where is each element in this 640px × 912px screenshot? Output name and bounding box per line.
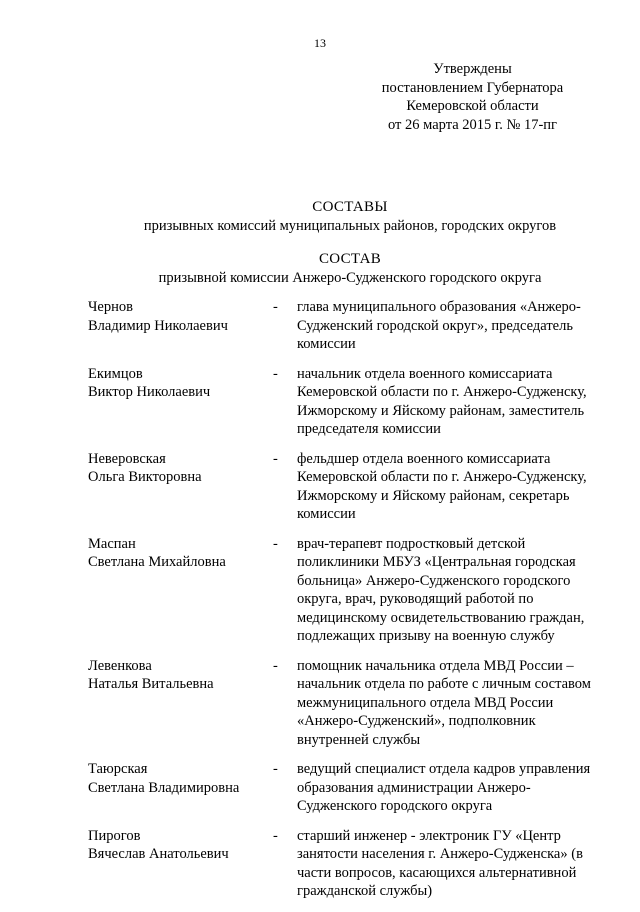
member-given-name: Светлана Владимировна [88, 779, 240, 796]
dash-separator: - [273, 535, 278, 552]
approval-line: постановлением Губернатора [381, 79, 564, 96]
dash-separator: - [273, 299, 278, 315]
section-heading: СОСТАВ [318, 251, 382, 267]
member-name [88, 450, 273, 524]
member-list [88, 298, 608, 912]
list-item [88, 535, 608, 646]
member-given-name: Ольга Викторовна [88, 469, 202, 485]
member-name [88, 657, 273, 750]
member-role: фельдшер отдела военного комиссариата Кемеровской области по г. Анжеро-Судженску, Ижморскому и Яйскому районам, секретарь комиссии [297, 450, 587, 522]
list-item [88, 760, 608, 816]
member-given-name: Владимир Николаевич [88, 317, 228, 334]
member-role: помощник начальника отдела МВД России – начальник отдела по работе с личным составом межмуниципального отдела МВД России «Анжеро-Судженский», подполковник внутренней службы [297, 657, 591, 748]
member-role: начальник отдела военного комиссариата Кемеровской области по г. Анжеро-Судженску, Ижморскому и Яйскому районам, заместитель председателя комиссии [297, 365, 587, 437]
member-name [88, 760, 273, 816]
dash-separator: - [273, 761, 278, 777]
list-item [88, 450, 608, 524]
page-number: 13 [314, 36, 326, 50]
section-subheading: призывной комиссии Анжеро-Судженского городского округа [158, 270, 542, 286]
dash-separator: - [273, 827, 278, 844]
member-given-name: Вячеслав Анатольевич [88, 846, 229, 862]
member-name [88, 298, 273, 354]
dash-separator: - [273, 365, 278, 382]
approval-line: от 26 марта 2015 г. № 17-пг [388, 116, 557, 133]
member-name [88, 535, 273, 646]
member-surname: Неверовская [88, 450, 166, 467]
member-surname: Таюрская [88, 761, 148, 777]
member-surname: Екимцов [88, 365, 143, 382]
member-role: старший инженер - электроник ГУ «Центр занятости населения г. Анжеро-Судженска» (в части вопросов, касающихся альтернативной гражданской службы) [297, 827, 583, 899]
member-surname: Маспан [88, 535, 136, 552]
member-name [88, 365, 273, 439]
approval-block [360, 60, 585, 134]
list-item [88, 827, 608, 901]
member-given-name: Виктор Николаевич [88, 384, 211, 400]
approval-line: Утверждены [433, 61, 512, 77]
document-title [0, 198, 640, 236]
title-subheading: призывных комиссий муниципальных районов, городских округов [143, 218, 557, 234]
list-item [88, 657, 608, 750]
title-heading: СОСТАВЫ [312, 199, 388, 215]
section-title [0, 250, 640, 288]
member-role: глава муниципального образования «Анжеро-Судженский городской округ», председатель комиссии [297, 299, 581, 352]
member-name [88, 827, 273, 901]
member-given-name: Наталья Витальевна [88, 676, 214, 692]
member-given-name: Светлана Михайловна [88, 554, 226, 570]
dash-separator: - [273, 657, 278, 674]
list-item [88, 365, 608, 439]
member-role: врач-терапевт подростковый детской поликлиники МБУЗ «Центральная городская больница» Анжеро-Судженского городского округа, врач, руководящий работой по медицинскому освидетельствованию граждан, подлежащих призыву на военную службу [297, 535, 585, 644]
list-item [88, 298, 608, 354]
member-surname: Чернов [88, 299, 133, 315]
member-role: ведущий специалист отдела кадров управления образования администрации Анжеро-Судженского городского округа [297, 761, 591, 814]
dash-separator: - [273, 450, 278, 467]
member-surname: Левенкова [88, 657, 152, 674]
approval-line: Кемеровской области [406, 98, 539, 114]
member-surname: Пирогов [88, 827, 141, 844]
